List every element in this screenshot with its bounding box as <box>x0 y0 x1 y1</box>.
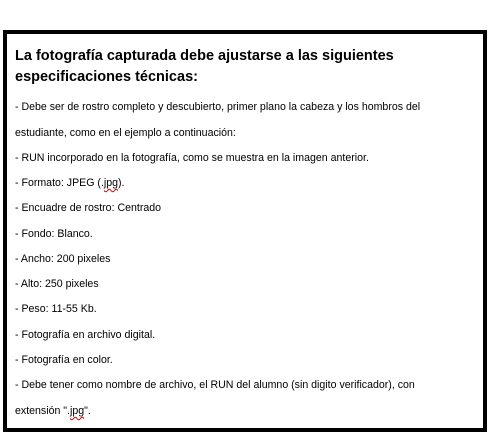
extension-word: jpg <box>70 405 85 417</box>
format-label: - Formato: JPEG (. <box>15 177 104 189</box>
spec-line-framing: - Encuadre de rostro: Centrado <box>15 202 162 214</box>
spec-line-face-cont: estudiante, como en el ejemplo a continuación: <box>15 127 236 139</box>
format-close: ). <box>118 177 125 189</box>
spec-line-color: - Fotografía en color. <box>15 354 113 366</box>
extension-label: extensión ". <box>15 405 70 417</box>
format-extension: jpg <box>103 177 119 189</box>
document-frame <box>3 30 487 432</box>
specifications-heading: La fotografía capturada debe ajustarse a las siguientes especificaciones técnicas: <box>15 48 394 85</box>
spec-line-run: - RUN incorporado en la fotografía, como se muestra en la imagen anterior. <box>15 152 369 164</box>
spec-line-height: - Alto: 250 pixeles <box>15 278 99 290</box>
spec-line-format <box>15 176 125 190</box>
spec-line-digital: - Fotografía en archivo digital. <box>15 329 156 341</box>
spec-line-extension <box>15 404 91 418</box>
spec-line-weight: - Peso: 11-55 Kb. <box>15 303 97 315</box>
spec-line-face: - Debe ser de rostro completo y descubierto, primer plano la cabeza y los hombros del <box>15 101 421 113</box>
spec-line-filename: - Debe tener como nombre de archivo, el RUN del alumno (sin digito verificador), con <box>15 379 415 391</box>
extension-close: ". <box>84 405 91 417</box>
spec-line-background: - Fondo: Blanco. <box>15 228 93 240</box>
spec-line-width: - Ancho: 200 pixeles <box>15 253 111 265</box>
